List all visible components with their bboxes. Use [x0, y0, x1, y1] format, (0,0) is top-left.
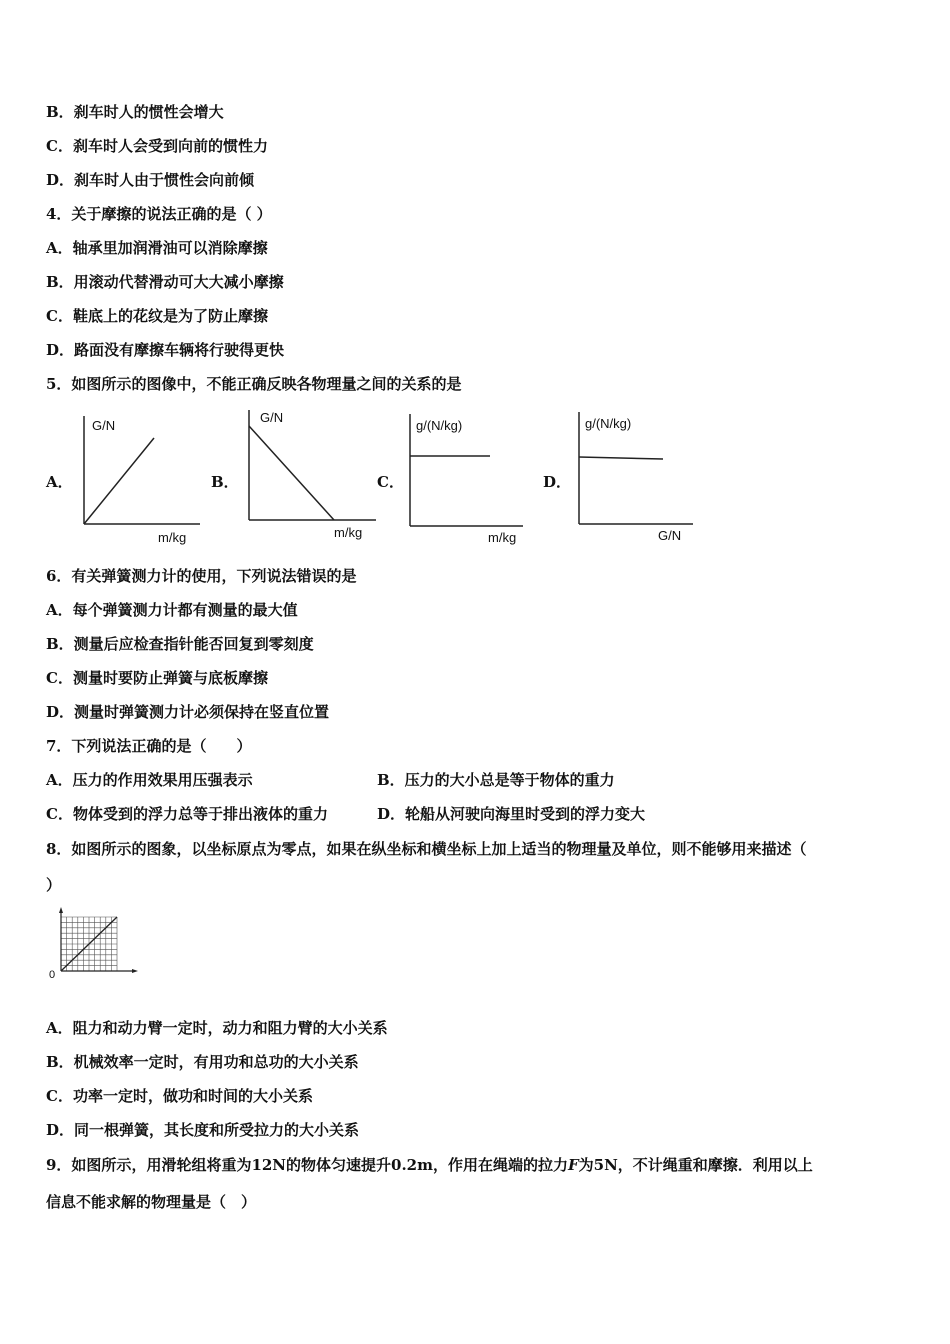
q6-stem: 6．有关弹簧测力计的使用，下列说法错误的是	[46, 567, 357, 585]
q5-graph-d-line	[579, 457, 663, 459]
q5-graph-d-xlabel: G/N	[658, 528, 682, 543]
q7-option-c: C．物体受到的浮力总等于排出液体的重力	[46, 805, 328, 823]
q5-stem: 5．如图所示的图像中，不能正确反映各物理量之间的关系的是	[46, 375, 462, 393]
q5-graph-d-ylabel: g/(N/kg)	[585, 416, 632, 431]
q5-graph-a	[70, 408, 210, 548]
q5-graph-b-ylabel: G/N	[260, 410, 284, 425]
q5-graph-d	[568, 406, 708, 546]
q5-graph-b-line	[249, 426, 334, 520]
q8-option-c: C．功率一定时，做功和时间的大小关系	[46, 1087, 313, 1105]
q8-grid-graph	[46, 905, 146, 985]
q6-option-d: D．测量时弹簧测力计必须保持在竖直位置	[46, 703, 330, 721]
q5-graph-c-ylabel: g/(N/kg)	[416, 418, 463, 433]
q5-graph-b-xlabel: m/kg	[334, 525, 363, 540]
q4-option-b: B．用滚动代替滑动可大大减小摩擦	[46, 273, 284, 291]
q9-stem-part1: 9．如图所示，用滑轮组将重为12N的物体匀速提升0.2m，作用在绳端的拉力	[46, 1156, 568, 1174]
q5-graph-b-label: B．	[211, 473, 239, 491]
q8-option-d: D．同一根弹簧，其长度和所受拉力的大小关系	[46, 1121, 360, 1139]
q8-option-a: A．阻力和动力臂一定时，动力和阻力臂的大小关系	[46, 1019, 388, 1037]
q6-option-c: C．测量时要防止弹簧与底板摩擦	[46, 669, 268, 687]
q8-stem: 8．如图所示的图象，以坐标原点为零点，如果在纵坐标和横坐标上加上适当的物理量及单位，则不能够用来描述（	[46, 840, 807, 858]
q6-option-b: B．测量后应检查指针能否回复到零刻度	[46, 635, 314, 653]
q4-option-a: A．轴承里加润滑油可以消除摩擦	[46, 239, 268, 257]
q4-option-d: D．路面没有摩擦车辆将行驶得更快	[46, 341, 285, 359]
q9-force-symbol: F	[568, 1156, 579, 1174]
q9-stem-line2: 信息不能求解的物理量是（ ）	[46, 1193, 257, 1211]
q5-graph-a-xlabel: m/kg	[158, 530, 187, 545]
q5-graph-a-line	[84, 438, 154, 524]
q5-graph-a-label: A．	[46, 473, 73, 491]
q4-stem: 4．关于摩擦的说法正确的是（ ）	[46, 205, 272, 223]
q8-stem-end: ）	[46, 876, 62, 894]
q7-stem: 7．下列说法正确的是（ ）	[46, 737, 252, 755]
q5-graph-c-xlabel: m/kg	[488, 530, 517, 545]
q9-stem-part2: 为5N，不计绳重和摩擦．利用以上	[578, 1156, 813, 1174]
q7-option-a: A．压力的作用效果用压强表示	[46, 771, 253, 789]
q8-origin: 0	[49, 969, 56, 981]
q5-graph-d-label: D．	[543, 473, 572, 491]
q7-option-b: B．压力的大小总是等于物体的重力	[377, 771, 615, 789]
q5-graph-c	[398, 408, 538, 548]
q3-option-d: D．刹车时人由于惯性会向前倾	[46, 171, 255, 189]
q4-option-c: C．鞋底上的花纹是为了防止摩擦	[46, 307, 268, 325]
q3-option-b: B．刹车时人的惯性会增大	[46, 103, 224, 121]
q6-option-a: A．每个弹簧测力计都有测量的最大值	[46, 601, 298, 619]
q5-graph-a-ylabel: G/N	[92, 418, 116, 433]
q5-graph-c-label: C．	[377, 473, 404, 491]
q5-graph-b	[236, 402, 386, 547]
q7-option-d: D．轮船从河驶向海里时受到的浮力变大	[377, 805, 646, 823]
q3-option-c: C．刹车时人会受到向前的惯性力	[46, 137, 268, 155]
q9-stem-line1	[46, 1155, 813, 1175]
q8-option-b: B．机械效率一定时，有用功和总功的大小关系	[46, 1053, 359, 1071]
